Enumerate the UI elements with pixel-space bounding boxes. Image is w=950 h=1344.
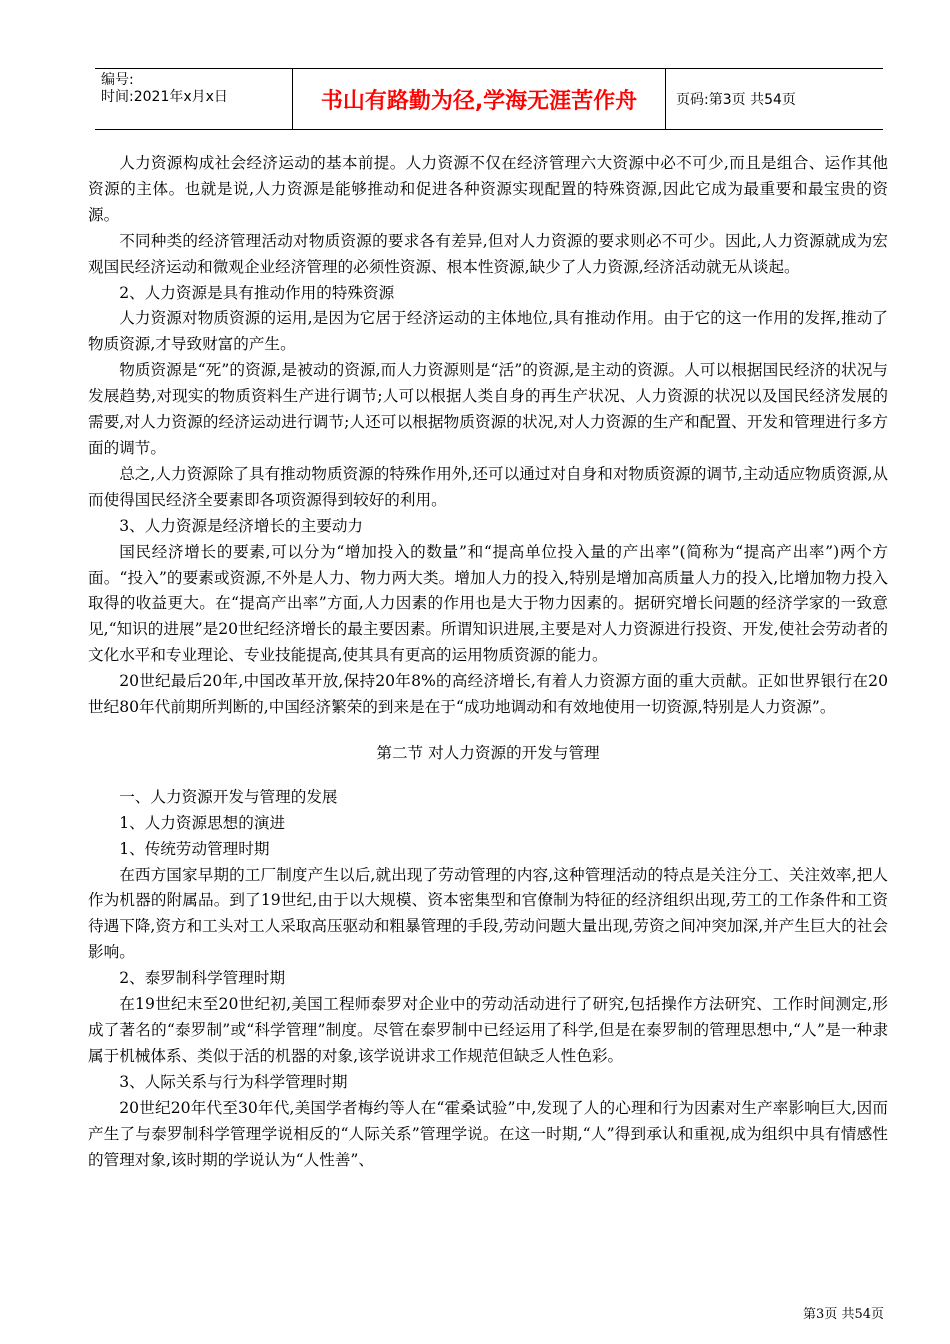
paragraph: 20世纪最后20年,中国改革开放,保持20年8%的高经济增长,有着人力资源方面的重大贡献。正如世界银行在20世纪80年代前期所判断的,中国经济繁荣的到来是在于“成功地调动和有效地使用一切资源,特别是人力资源”。 [88, 672, 888, 717]
document-body [88, 151, 888, 1173]
paragraph: 国民经济增长的要素,可以分为“增加投入的数量”和“提高单位投入量的产出率”(简称为“提高产出率”)两个方面。“投入”的要素或资源,不外是人力、物力两大类。增加人力的投入,特别是增加高质量人力的投入,比增加物力投入取得的收益更大。在“提高产出率”方面,人力因素的作用也是大于物力因素的。据研究增长问题的经济学家的一致意见,“知识的进展”是20世纪经济增长的最主要因素。所谓知识进展,主要是对人力资源进行投资、开发,使社会劳动者的文化水平和专业理论、专业技能提高,使其具有更高的运用物质资源的能力。 [88, 542, 888, 665]
header-page-info: 页码:第3页 共54页 [676, 92, 796, 108]
paragraph: 20世纪20年代至30年代,美国学者梅约等人在“霍桑试验”中,发现了人的心理和行为因素对生产率影响巨大,因而产生了与泰罗制科学管理学说相反的“人际关系”管理学说。在这一时期,“人”得到承认和重视,成为组织中具有情感性的管理对象,该时期的学说认为“人性善”、 [88, 1098, 888, 1169]
paragraph: 在19世纪末至20世纪初,美国工程师泰罗对企业中的劳动活动进行了研究,包括操作方法研究、工作时间测定,形成了著名的“泰罗制”或“科学管理”制度。尽管在泰罗制中已经运用了科学,但是在泰罗制的管理思想中,“人”是一种隶属于机械体系、类似于活的机器的对象,该学说讲求工作规范但缺乏人性色彩。 [88, 995, 888, 1065]
subheading: 1、传统劳动管理时期 [119, 839, 270, 858]
paragraph: 人力资源对物质资源的运用,是因为它居于经济运动的主体地位,具有推动作用。由于它的这一作用的发挥,推动了物质资源,才导致财富的产生。 [88, 309, 888, 354]
document-number-label: 编号: [101, 72, 134, 88]
subheading: 3、人力资源是经济增长的主要动力 [119, 516, 364, 535]
page-footer: 第3页 共54页 [803, 1307, 884, 1322]
section-title: 第二节 对人力资源的开发与管理 [376, 743, 600, 762]
paragraph: 物质资源是“死”的资源,是被动的资源,而人力资源则是“活”的资源,是主动的资源。人可以根据国民经济的状况与发展趋势,对现实的物质资料生产进行调节;人可以根据人类自身的再生产状况、人力资源的状况以及国民经济发展的需要,对人力资源的经济运动进行调节;人还可以根据物质资源的状况,对人力资源的生产和配置、开发和管理进行多方面的调节。 [88, 361, 888, 457]
header-motto: 书山有路勤为径,学海无涯苦作舟 [293, 69, 666, 129]
page-header [95, 68, 883, 130]
paragraph: 总之,人力资源除了具有推动物质资源的特殊作用外,还可以通过对自身和对物质资源的调节,主动适应物质资源,从而使得国民经济全要素即各项资源得到较好的利用。 [88, 464, 888, 509]
subheading: 一、人力资源开发与管理的发展 [119, 787, 338, 806]
paragraph: 人力资源构成社会经济运动的基本前提。人力资源不仅在经济管理六大资源中必不可少,而且是组合、运作其他资源的主体。也就是说,人力资源是能够推动和促进各种资源实现配置的特殊资源,因此它成为最重要和最宝贵的资源。 [88, 154, 888, 224]
header-meta [95, 69, 293, 129]
document-time: 时间:2021年x月x日 [101, 89, 228, 105]
subheading: 2、人力资源是具有推动作用的特殊资源 [119, 283, 395, 302]
subheading: 2、泰罗制科学管理时期 [119, 969, 286, 988]
paragraph: 不同种类的经济管理活动对物质资源的要求各有差异,但对人力资源的要求则必不可少。因此,人力资源就成为宏观国民经济运动和微观企业经济管理的必须性资源、根本性资源,缺少了人力资源,经济活动就无从谈起。 [88, 231, 888, 276]
subheading: 3、人际关系与行为科学管理时期 [119, 1072, 348, 1091]
subheading: 1、人力资源思想的演进 [119, 813, 286, 832]
paragraph: 在西方国家早期的工厂制度产生以后,就出现了劳动管理的内容,这种管理活动的特点是关注分工、关注效率,把人作为机器的附属品。到了19世纪,由于以大规模、资本密集型和官僚制为特征的经济组织出现,劳工的工作条件和工资待遇下降,资方和工头对工人采取高压驱动和粗暴管理的手段,劳动问题大量出现,劳资之间冲突加深,并产生巨大的社会影响。 [88, 865, 888, 962]
